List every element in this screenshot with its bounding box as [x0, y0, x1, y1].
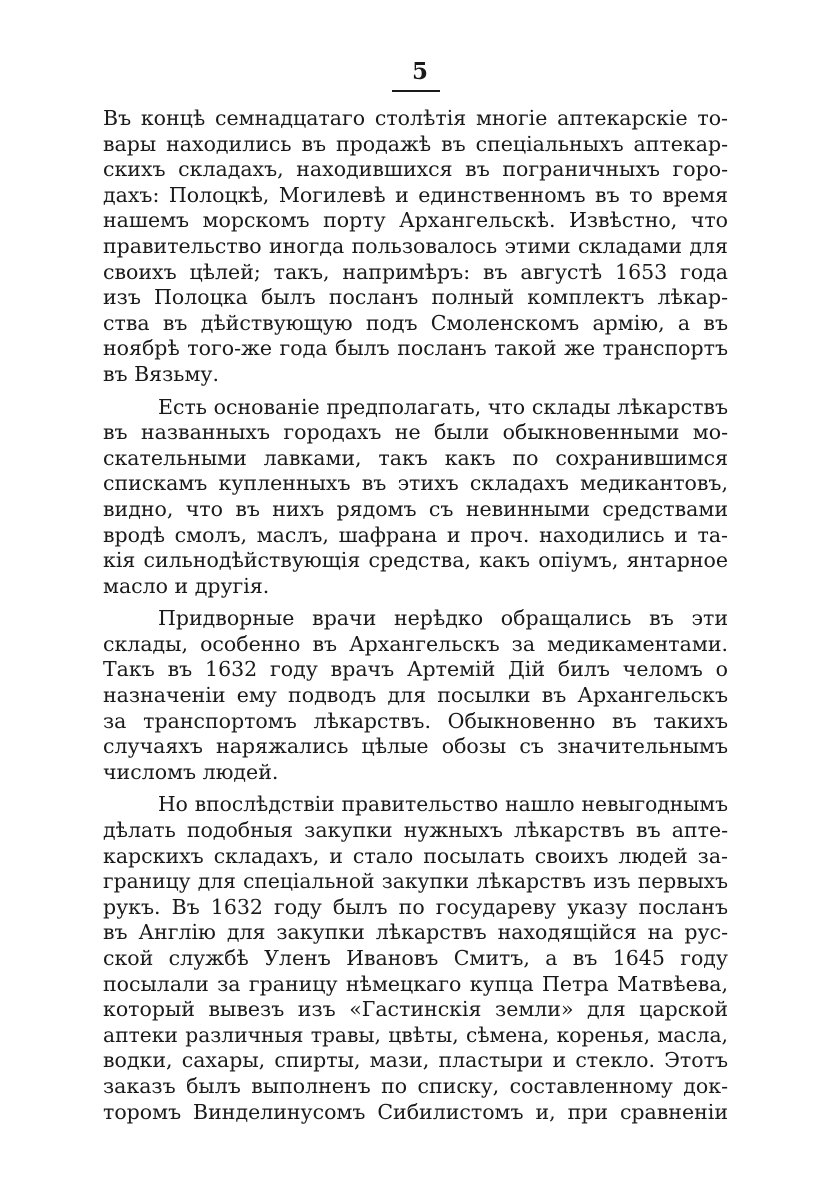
text-line: Въ концѣ семнадцатаго столѣтія многіе аптекарскіе то- — [103, 106, 728, 130]
page-number-rule — [392, 90, 440, 92]
text-line: водки, сахары, спирты, мази, пластыри и стекло. Этотъ — [103, 1048, 728, 1073]
text-line: Придворные врачи нерѣдко обращались въ эти — [158, 606, 728, 631]
text-line: ской службѣ Уленъ Ивановъ Смитъ, а въ 1645 году — [103, 946, 728, 970]
text-line: видно, что въ нихъ рядомъ съ невинными средствами — [103, 496, 728, 521]
text-line: въ названныхъ городахъ не были обыкновенными мо- — [103, 420, 728, 445]
text-line: дахъ: Полоцкѣ, Могилевѣ и единственномъ въ то время — [103, 182, 728, 207]
text-line: нашемъ морскомъ порту Архангельскѣ. Извѣстно, что — [103, 208, 728, 233]
text-line: который вывезъ изъ «Гастинскія земли» для царской — [103, 997, 728, 1022]
text-line: изъ Полоцка былъ посланъ полный комплектъ лѣкар- — [103, 285, 728, 310]
paragraph — [103, 395, 728, 600]
text-line: рукъ. Въ 1632 году былъ по государеву указу посланъ — [103, 894, 728, 919]
paragraph — [103, 106, 728, 388]
text-line: границу для спеціальной закупки лѣкарствъ изъ первыхъ — [103, 869, 728, 894]
text-line: склады, особенно въ Архангельскъ за медикаментами. — [103, 631, 728, 656]
text-line: правительство иногда пользовалось этими складами для — [103, 233, 728, 258]
text-line: вары находились въ продажѣ въ спеціальныхъ аптекар- — [103, 131, 728, 156]
paragraph — [103, 792, 728, 1125]
text-line: Есть основаніе предполагать, что склады лѣкарствъ — [158, 394, 728, 419]
text-line: своихъ цѣлей; такъ, напримѣръ: въ августѣ 1653 года — [103, 259, 728, 284]
text-line: аптеки различныя травы, цвѣты, сѣмена, коренья, масла, — [103, 1022, 728, 1047]
paragraph — [103, 606, 728, 785]
text-line: Но впослѣдствіи правительство нашло невыгоднымъ — [158, 792, 728, 817]
text-line: за транспортомъ лѣкарствъ. Обыкновенно въ такихъ — [103, 708, 728, 733]
text-line: торомъ Винделинусомъ Сибилистомъ и, при сравненіи — [103, 1099, 728, 1124]
text-line: въ Англію для закупки лѣкарствъ находящійся на рус- — [103, 920, 728, 945]
page-number: 5 — [411, 58, 428, 85]
text-line: назначеніи ему подводъ для посылки въ Архангельскъ — [103, 683, 728, 708]
text-line: кія сильнодѣйствующія средства, какъ опіумъ, янтарное — [103, 548, 728, 573]
text-line: въ Вязьму. — [103, 361, 219, 386]
text-line: посылали за границу нѣмецкаго купца Петра Матвѣева, — [103, 971, 728, 996]
text-line: скательными лавками, такъ какъ по сохранившимся — [103, 445, 728, 470]
text-line: дѣлать подобныя закупки нужныхъ лѣкарствъ въ апте- — [103, 818, 728, 843]
text-line: ства въ дѣйствующую подъ Смоленскомъ армію, а въ — [103, 310, 728, 335]
text-line: ноябрѣ того-же года былъ посланъ такой же транспортъ — [103, 336, 728, 361]
text-line: масло и другія. — [103, 573, 270, 598]
text-line: карскихъ складахъ, и стало посылать своихъ людей за- — [103, 843, 728, 868]
text-line: Такъ въ 1632 году врачъ Артемій Дій билъ челомъ о — [103, 657, 728, 682]
text-line: случаяхъ наряжались цѣлые обозы съ значительнымъ — [103, 734, 728, 759]
text-line: вродѣ смолъ, маслъ, шафрана и проч. находились и та- — [103, 522, 728, 547]
text-line: заказъ былъ выполненъ по списку, составленному док- — [103, 1073, 728, 1098]
text-line: спискамъ купленныхъ въ этихъ складахъ медикантовъ, — [103, 471, 728, 496]
body-text — [103, 106, 728, 1125]
text-line: скихъ складахъ, находившихся въ пограничныхъ горо- — [103, 157, 728, 182]
text-line: числомъ людей. — [103, 759, 279, 784]
